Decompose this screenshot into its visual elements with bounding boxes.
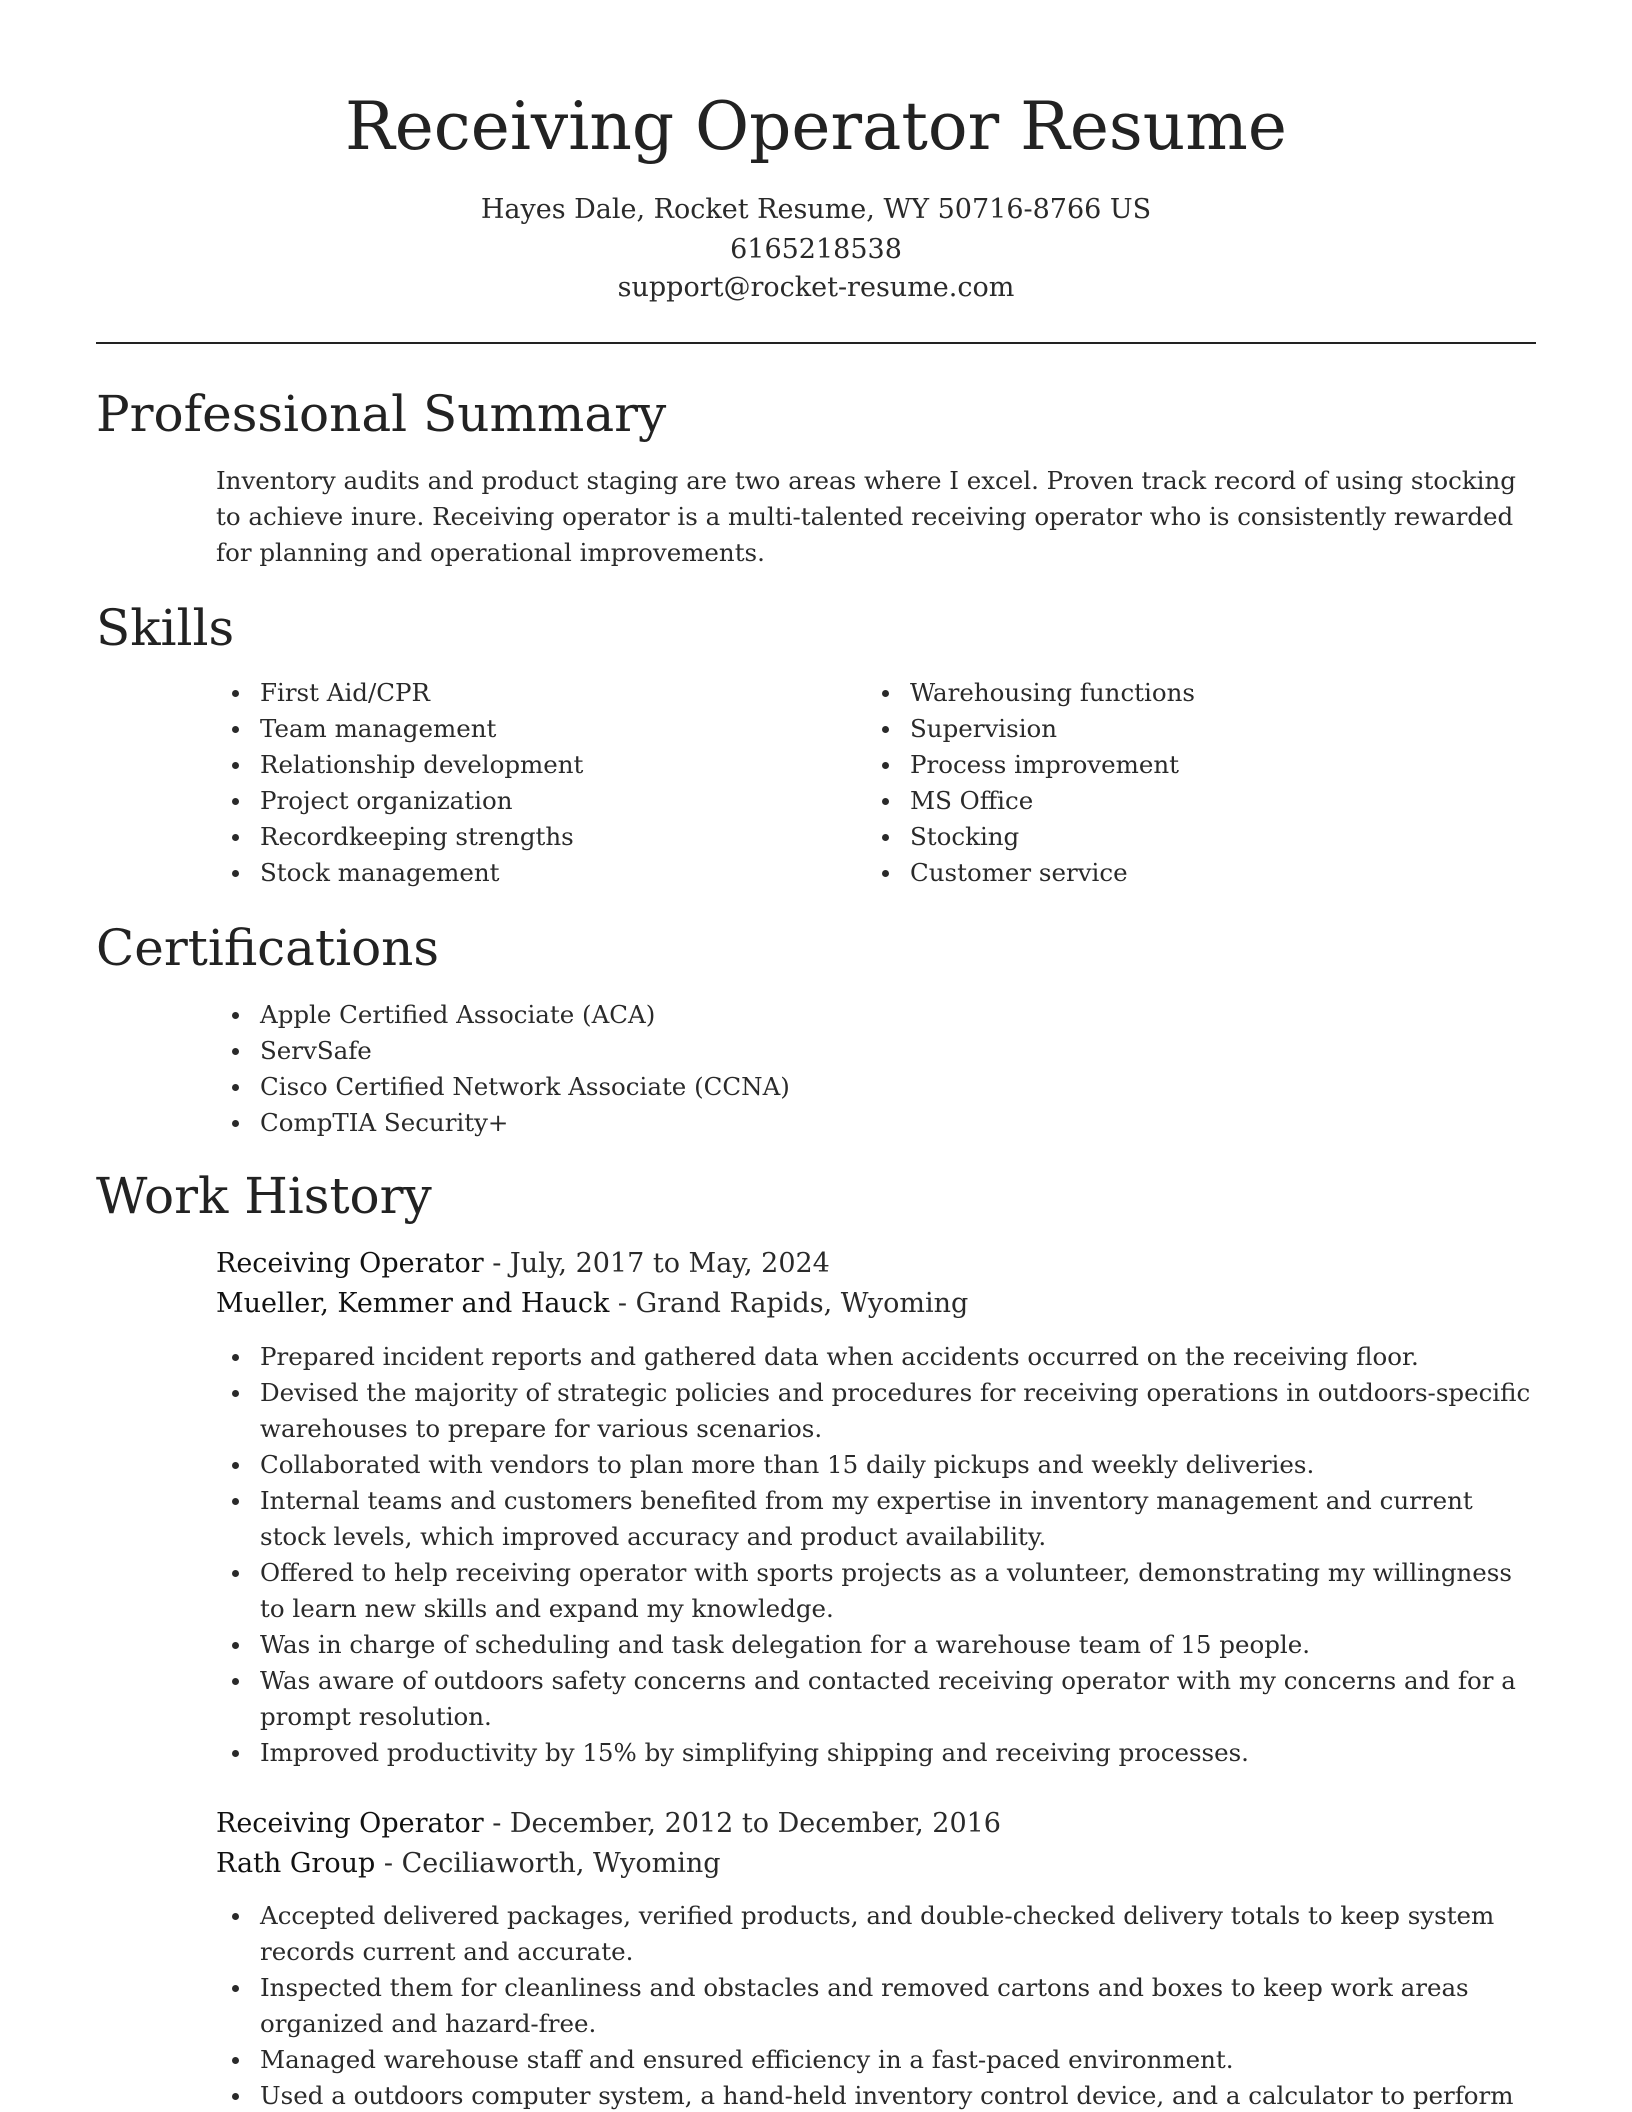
- duty-item: Was in charge of scheduling and task delegation for a warehouse team of 15 people.: [216, 1627, 1536, 1663]
- duty-item: Devised the majority of strategic policies and procedures for receiving operations in outdoors-specific warehouses to prepare for various scenarios.: [216, 1375, 1536, 1447]
- skill-item: Stocking: [866, 819, 1526, 855]
- certification-item: ServSafe: [216, 1033, 1516, 1069]
- job-dates: - December, 2012 to December, 2016: [483, 1808, 1001, 1839]
- duty-item: Improved productivity by 15% by simplifying shipping and receiving processes.: [216, 1735, 1536, 1771]
- job-location: - Grand Rapids, Wyoming: [609, 1288, 969, 1319]
- duty-item: Accepted delivered packages, verified products, and double-checked delivery totals to keep system records current and accurate.: [216, 1898, 1536, 1970]
- duty-item: Collaborated with vendors to plan more than 15 daily pickups and weekly deliveries.: [216, 1447, 1536, 1483]
- duty-item: Was aware of outdoors safety concerns and contacted receiving operator with my concerns and for a prompt resolution.: [216, 1663, 1536, 1735]
- duty-item: Used a outdoors computer system, a hand-held inventory control device, and a calculator to perform: [216, 2078, 1536, 2112]
- skill-item: Relationship development: [216, 747, 856, 783]
- job-title-line: [216, 1245, 830, 1283]
- section-heading-summary: Professional Summary: [96, 385, 667, 443]
- duty-item: Internal teams and customers benefited from my expertise in inventory management and current stock levels, which improved accuracy and product availability.: [216, 1483, 1536, 1555]
- section-heading-certifications: Certifications: [96, 919, 440, 977]
- job-title: Receiving Operator: [216, 1248, 484, 1279]
- skills-list-right: [866, 675, 1526, 891]
- job-location: - Ceciliaworth, Wyoming: [375, 1848, 721, 1879]
- skill-item: Team management: [216, 711, 856, 747]
- summary-text: Inventory audits and product staging are two areas where I excel. Proven track record of using stocking to achieve inure. Receiving operator is a multi-talented receiving operator who is consistently rewarded for planning and operational improvements.: [216, 466, 1516, 567]
- job-dates: - July, 2017 to May, 2024: [483, 1248, 830, 1279]
- skill-item: MS Office: [866, 783, 1526, 819]
- section-heading-work-history: Work History: [96, 1167, 432, 1225]
- header-divider: [96, 342, 1536, 344]
- skill-item: Supervision: [866, 711, 1526, 747]
- contact-address: Hayes Dale, Rocket Resume, WY 50716-8766 US: [480, 194, 1152, 225]
- skill-item: Customer service: [866, 855, 1526, 891]
- job-company: Mueller, Kemmer and Hauck: [216, 1288, 610, 1319]
- job-duties-list: [216, 1339, 1536, 1771]
- skill-item: Stock management: [216, 855, 856, 891]
- resume-title: Receiving Operator Resume: [345, 88, 1287, 165]
- job-title-line: [216, 1805, 1001, 1843]
- job-duties-list: [216, 1898, 1536, 2112]
- certifications-list: [216, 997, 1516, 1141]
- duty-item: Offered to help receiving operator with sports projects as a volunteer, demonstrating my willingness to learn new skills and expand my knowledge.: [216, 1555, 1536, 1627]
- duty-item: Managed warehouse staff and ensured efficiency in a fast-paced environment.: [216, 2042, 1536, 2078]
- skill-item: Recordkeeping strengths: [216, 819, 856, 855]
- job-company: Rath Group: [216, 1848, 376, 1879]
- skill-item: Process improvement: [866, 747, 1526, 783]
- duty-item: Prepared incident reports and gathered data when accidents occurred on the receiving floor.: [216, 1339, 1536, 1375]
- certification-item: CompTIA Security+: [216, 1105, 1516, 1141]
- section-heading-skills: Skills: [96, 599, 235, 657]
- skill-item: Project organization: [216, 783, 856, 819]
- job-title: Receiving Operator: [216, 1808, 484, 1839]
- certification-item: Cisco Certified Network Associate (CCNA): [216, 1069, 1516, 1105]
- job-company-line: [216, 1845, 721, 1883]
- skills-list-left: [216, 675, 856, 891]
- contact-phone: 6165218538: [730, 234, 902, 265]
- contact-email: support@rocket-resume.com: [617, 272, 1015, 303]
- skill-item: First Aid/CPR: [216, 675, 856, 711]
- skill-item: Warehousing functions: [866, 675, 1526, 711]
- job-company-line: [216, 1285, 968, 1323]
- certification-item: Apple Certified Associate (ACA): [216, 997, 1516, 1033]
- duty-item: Inspected them for cleanliness and obstacles and removed cartons and boxes to keep work areas organized and hazard-free.: [216, 1970, 1536, 2042]
